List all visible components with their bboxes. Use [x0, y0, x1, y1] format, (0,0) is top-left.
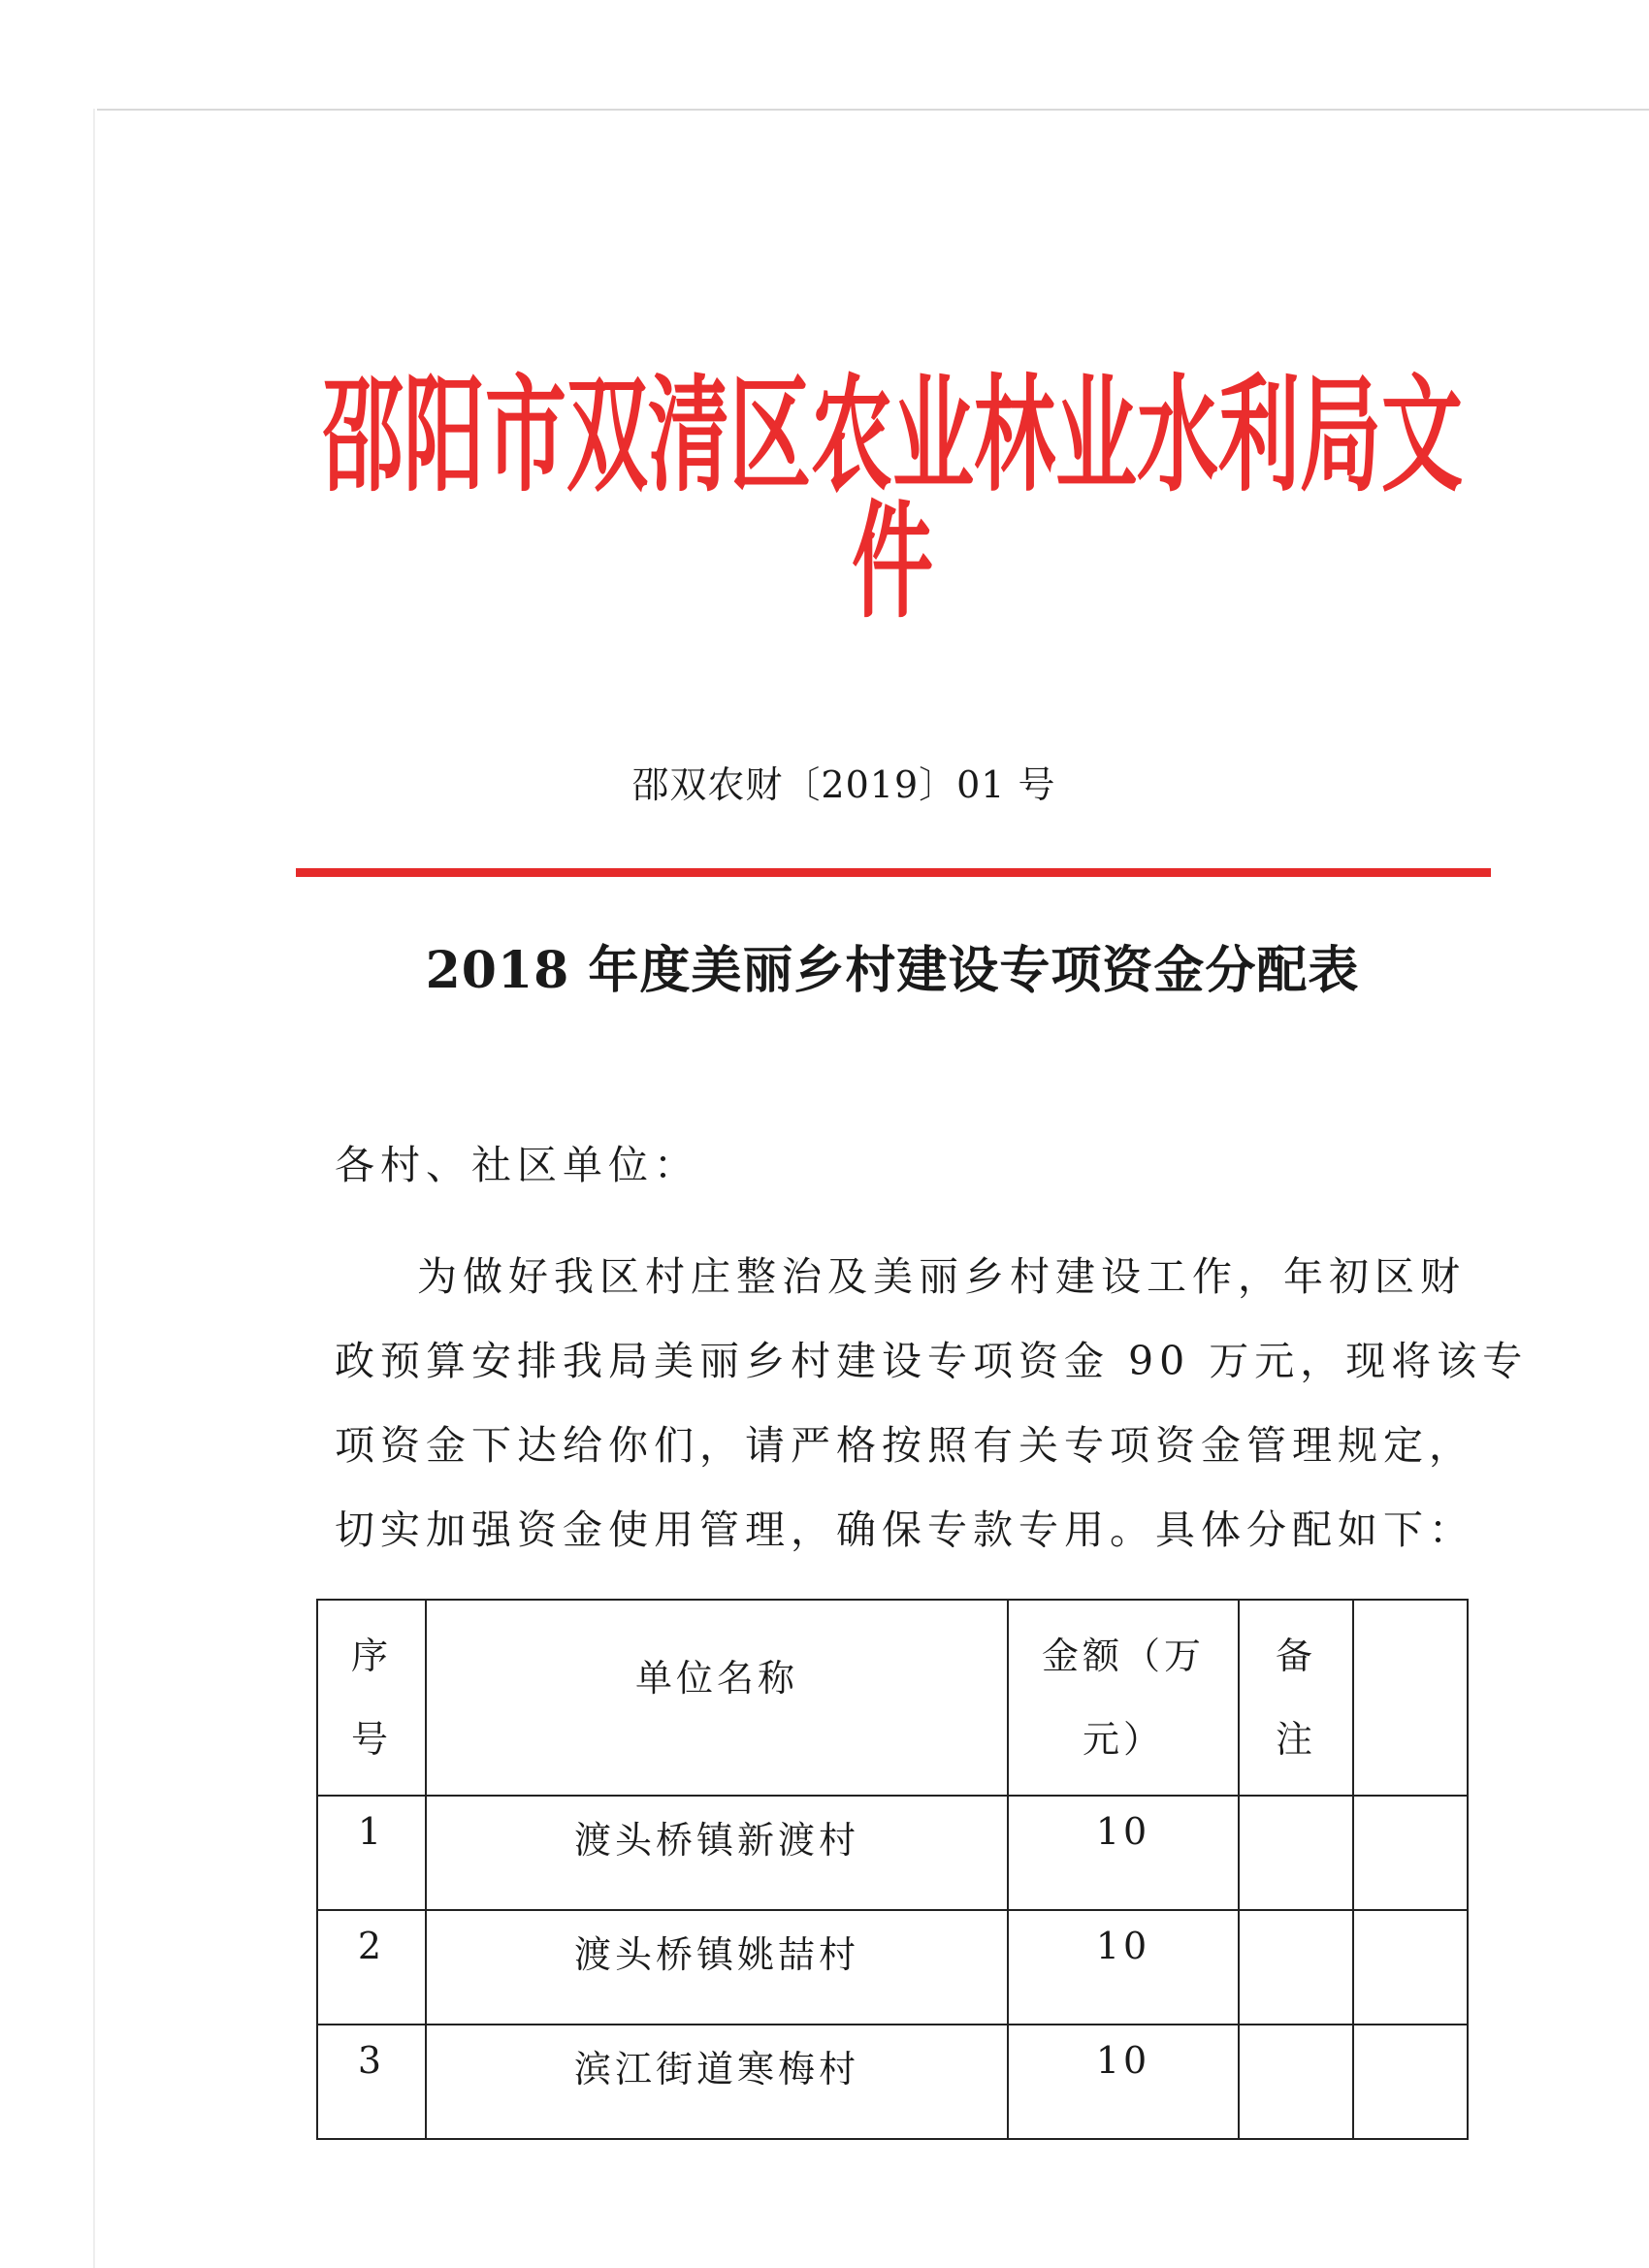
header-note-line-2: 注 — [1275, 1718, 1316, 1761]
row-amount: 10 — [1008, 1910, 1239, 2025]
scan-edge-top — [97, 109, 1649, 111]
row-note — [1239, 1910, 1353, 2025]
header-cell-unit-name — [426, 1600, 1008, 1796]
row-unit-name: 渡头桥镇新渡村 — [426, 1796, 1008, 1910]
row-note — [1239, 2025, 1353, 2139]
body-paragraph-line-3: 项资金下达给你们，请严格按照有关专项资金管理规定， — [335, 1422, 1474, 1469]
scan-edge-left — [93, 109, 95, 2268]
row-note — [1239, 1796, 1353, 1910]
row-unit-name: 渡头桥镇姚喆村 — [426, 1910, 1008, 2025]
table-row — [317, 1910, 1468, 2025]
header-cell-note — [1239, 1600, 1353, 1796]
allocation-table-title: 2018 年度美丽乡村建设专项资金分配表 — [425, 941, 1360, 1000]
row-extra — [1353, 1910, 1468, 2025]
row-serial: 2 — [317, 1910, 426, 2025]
header-note-line-1: 备 — [1275, 1635, 1316, 1677]
header-cell-extra — [1353, 1600, 1468, 1796]
table-header-row — [317, 1600, 1468, 1796]
header-cell-amount — [1008, 1600, 1239, 1796]
body-paragraph-line-4: 切实加强资金使用管理，确保专款专用。具体分配如下： — [335, 1507, 1474, 1553]
row-unit-name: 滨江街道寒梅村 — [426, 2025, 1008, 2139]
header-unit-name: 单位名称 — [634, 1657, 798, 1700]
red-divider-line — [296, 868, 1491, 877]
header-amount-line-2: 元） — [1082, 1718, 1164, 1761]
addressee-line: 各村、社区单位： — [335, 1142, 699, 1188]
header-serial-line-1: 序 — [350, 1635, 392, 1677]
body-paragraph-line-2: 政预算安排我局美丽乡村建设专项资金 90 万元，现将该专 — [335, 1338, 1529, 1384]
body-paragraph-line-1: 为做好我区村庄整治及美丽乡村建设工作，年初区财 — [417, 1253, 1466, 1300]
row-serial: 3 — [317, 2025, 426, 2139]
header-serial-line-2: 号 — [350, 1718, 392, 1761]
table-row — [317, 2025, 1468, 2139]
row-extra — [1353, 1796, 1468, 1910]
allocation-table — [316, 1599, 1469, 2140]
row-extra — [1353, 2025, 1468, 2139]
document-header-title: 邵阳市双清区农业林业水利局文件 — [321, 361, 1463, 636]
row-amount: 10 — [1008, 1796, 1239, 1910]
document-number: 邵双农财〔2019〕01 号 — [631, 763, 1056, 806]
header-cell-serial — [317, 1600, 426, 1796]
table-row — [317, 1796, 1468, 1910]
header-amount-line-1: 金额（万 — [1041, 1635, 1205, 1677]
row-serial: 1 — [317, 1796, 426, 1910]
row-amount: 10 — [1008, 2025, 1239, 2139]
